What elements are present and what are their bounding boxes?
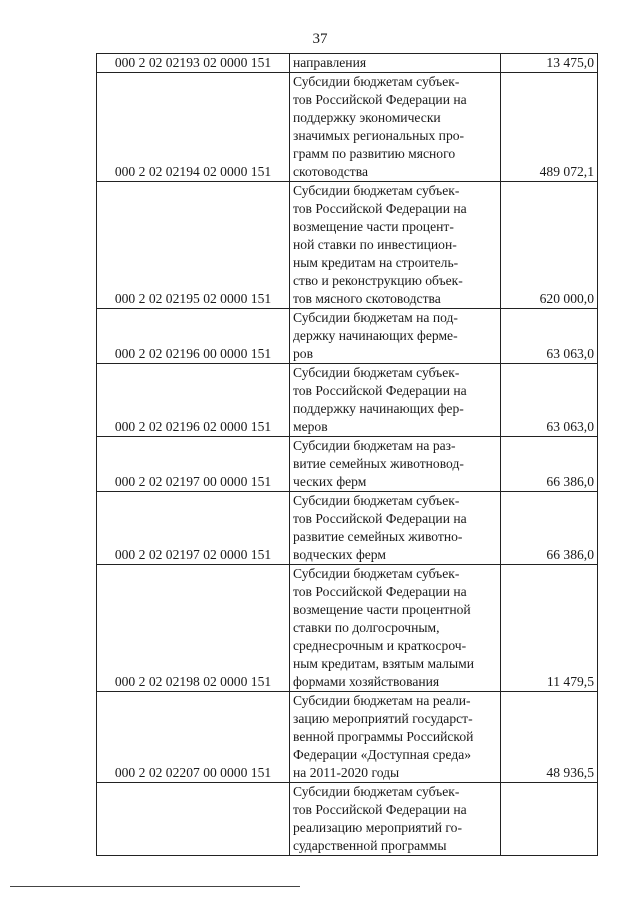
description-line: зацию мероприятий государст- bbox=[293, 711, 473, 726]
description-line: тов Российской Федерации на bbox=[293, 511, 467, 526]
page-number: 37 bbox=[312, 31, 328, 47]
table-row bbox=[97, 437, 598, 492]
table-row bbox=[97, 364, 598, 437]
description-cell bbox=[290, 182, 501, 309]
description-line: скотоводства bbox=[293, 164, 369, 179]
description-line: значимых региональных про- bbox=[293, 128, 465, 143]
budget-table-body bbox=[97, 54, 598, 856]
table-row bbox=[97, 54, 598, 73]
table-row bbox=[97, 309, 598, 364]
description-line: ческих ферм bbox=[293, 474, 367, 489]
description-cell bbox=[290, 73, 501, 182]
description-line: витие семейных животновод- bbox=[293, 456, 464, 471]
budget-code: 000 2 02 02196 02 0000 151 bbox=[114, 419, 272, 434]
table-row bbox=[97, 73, 598, 182]
description-line: ным кредитам, взятым малыми bbox=[293, 656, 474, 671]
description-line: меров bbox=[293, 419, 328, 434]
description-line: развитие семейных животно- bbox=[293, 529, 463, 544]
description-line: Субсидии бюджетам на раз- bbox=[293, 438, 456, 453]
description-line: тов Российской Федерации на bbox=[293, 92, 467, 107]
description-cell bbox=[290, 783, 501, 856]
budget-code-cell bbox=[97, 783, 290, 856]
description-line: сударственной программы bbox=[293, 838, 447, 853]
description-line: на 2011-2020 годы bbox=[293, 765, 400, 780]
table-row bbox=[97, 182, 598, 309]
table-row bbox=[97, 783, 598, 856]
budget-code-cell bbox=[97, 692, 290, 783]
description-line: Субсидии бюджетам на реали- bbox=[293, 693, 471, 708]
amount-cell: 11 479,5 bbox=[501, 565, 598, 692]
budget-code: 000 2 02 02197 02 0000 151 bbox=[114, 547, 272, 562]
budget-table bbox=[96, 53, 598, 856]
description-line: среднесрочным и краткосроч- bbox=[293, 638, 467, 653]
description-cell bbox=[290, 492, 501, 565]
amount-cell: 489 072,1 bbox=[501, 73, 598, 182]
description-line: поддержку экономически bbox=[293, 110, 441, 125]
description-cell bbox=[290, 437, 501, 492]
budget-code: 000 2 02 02196 00 0000 151 bbox=[114, 346, 272, 361]
description-line: возмещение части процентной bbox=[293, 602, 471, 617]
amount-cell: 66 386,0 bbox=[501, 437, 598, 492]
budget-code: 000 2 02 02194 02 0000 151 bbox=[114, 164, 272, 179]
budget-code: 000 2 02 02198 02 0000 151 bbox=[114, 674, 272, 689]
description-line: ным кредитам на строитель- bbox=[293, 255, 459, 270]
amount-cell: 63 063,0 bbox=[501, 309, 598, 364]
description-line: Субсидии бюджетам субъек- bbox=[293, 493, 460, 508]
amount-cell: 48 936,5 bbox=[501, 692, 598, 783]
description-line: держку начинающих ферме- bbox=[293, 328, 458, 343]
table-row bbox=[97, 492, 598, 565]
description-line: формами хозяйствования bbox=[293, 674, 440, 689]
description-line: Субсидии бюджетам субъек- bbox=[293, 74, 460, 89]
budget-code-cell bbox=[97, 73, 290, 182]
description-line: тов мясного скотоводства bbox=[293, 291, 441, 306]
amount-cell: 63 063,0 bbox=[501, 364, 598, 437]
footer-rule bbox=[10, 886, 300, 887]
description-line: Субсидии бюджетам субъек- bbox=[293, 784, 460, 799]
description-line: ство и реконструкцию объек- bbox=[293, 273, 463, 288]
description-line: ставки по долгосрочным, bbox=[293, 620, 440, 635]
budget-code: 000 2 02 02207 00 0000 151 bbox=[114, 765, 272, 780]
budget-code: 000 2 02 02197 00 0000 151 bbox=[114, 474, 272, 489]
description-line: тов Российской Федерации на bbox=[293, 201, 467, 216]
budget-code-cell bbox=[97, 182, 290, 309]
budget-code-cell bbox=[97, 437, 290, 492]
description-line: ной ставки по инвестицион- bbox=[293, 237, 457, 252]
budget-code-cell bbox=[97, 364, 290, 437]
description-line: Субсидии бюджетам на под- bbox=[293, 310, 458, 325]
budget-code-cell bbox=[97, 565, 290, 692]
budget-code-cell bbox=[97, 309, 290, 364]
description-cell bbox=[290, 364, 501, 437]
amount-cell: 620 000,0 bbox=[501, 182, 598, 309]
description-line: реализацию мероприятий го- bbox=[293, 820, 462, 835]
description-line: тов Российской Федерации на bbox=[293, 383, 467, 398]
table-row bbox=[97, 565, 598, 692]
table-row bbox=[97, 692, 598, 783]
description-line: поддержку начинающих фер- bbox=[293, 401, 464, 416]
description-line: Субсидии бюджетам субъек- bbox=[293, 183, 460, 198]
description-line: направления bbox=[293, 55, 367, 70]
budget-code-cell bbox=[97, 492, 290, 565]
description-line: ров bbox=[293, 346, 314, 361]
budget-code: 000 2 02 02193 02 0000 151 bbox=[114, 55, 272, 70]
description-line: грамм по развитию мясного bbox=[293, 146, 456, 161]
description-cell bbox=[290, 565, 501, 692]
amount-cell: 13 475,0 bbox=[501, 54, 598, 73]
description-cell bbox=[290, 692, 501, 783]
description-line: водческих ферм bbox=[293, 547, 386, 562]
budget-code-cell bbox=[97, 54, 290, 73]
description-line: тов Российской Федерации на bbox=[293, 584, 467, 599]
description-line: венной программы Российской bbox=[293, 729, 474, 744]
description-line: тов Российской Федерации на bbox=[293, 802, 467, 817]
description-line: Субсидии бюджетам субъек- bbox=[293, 365, 460, 380]
description-line: возмещение части процент- bbox=[293, 219, 454, 234]
amount-cell: 66 386,0 bbox=[501, 492, 598, 565]
description-cell bbox=[290, 309, 501, 364]
description-line: Федерации «Доступная среда» bbox=[293, 747, 472, 762]
description-line: Субсидии бюджетам субъек- bbox=[293, 566, 460, 581]
description-cell bbox=[290, 54, 501, 73]
amount-cell bbox=[501, 783, 598, 856]
budget-code: 000 2 02 02195 02 0000 151 bbox=[114, 291, 272, 306]
